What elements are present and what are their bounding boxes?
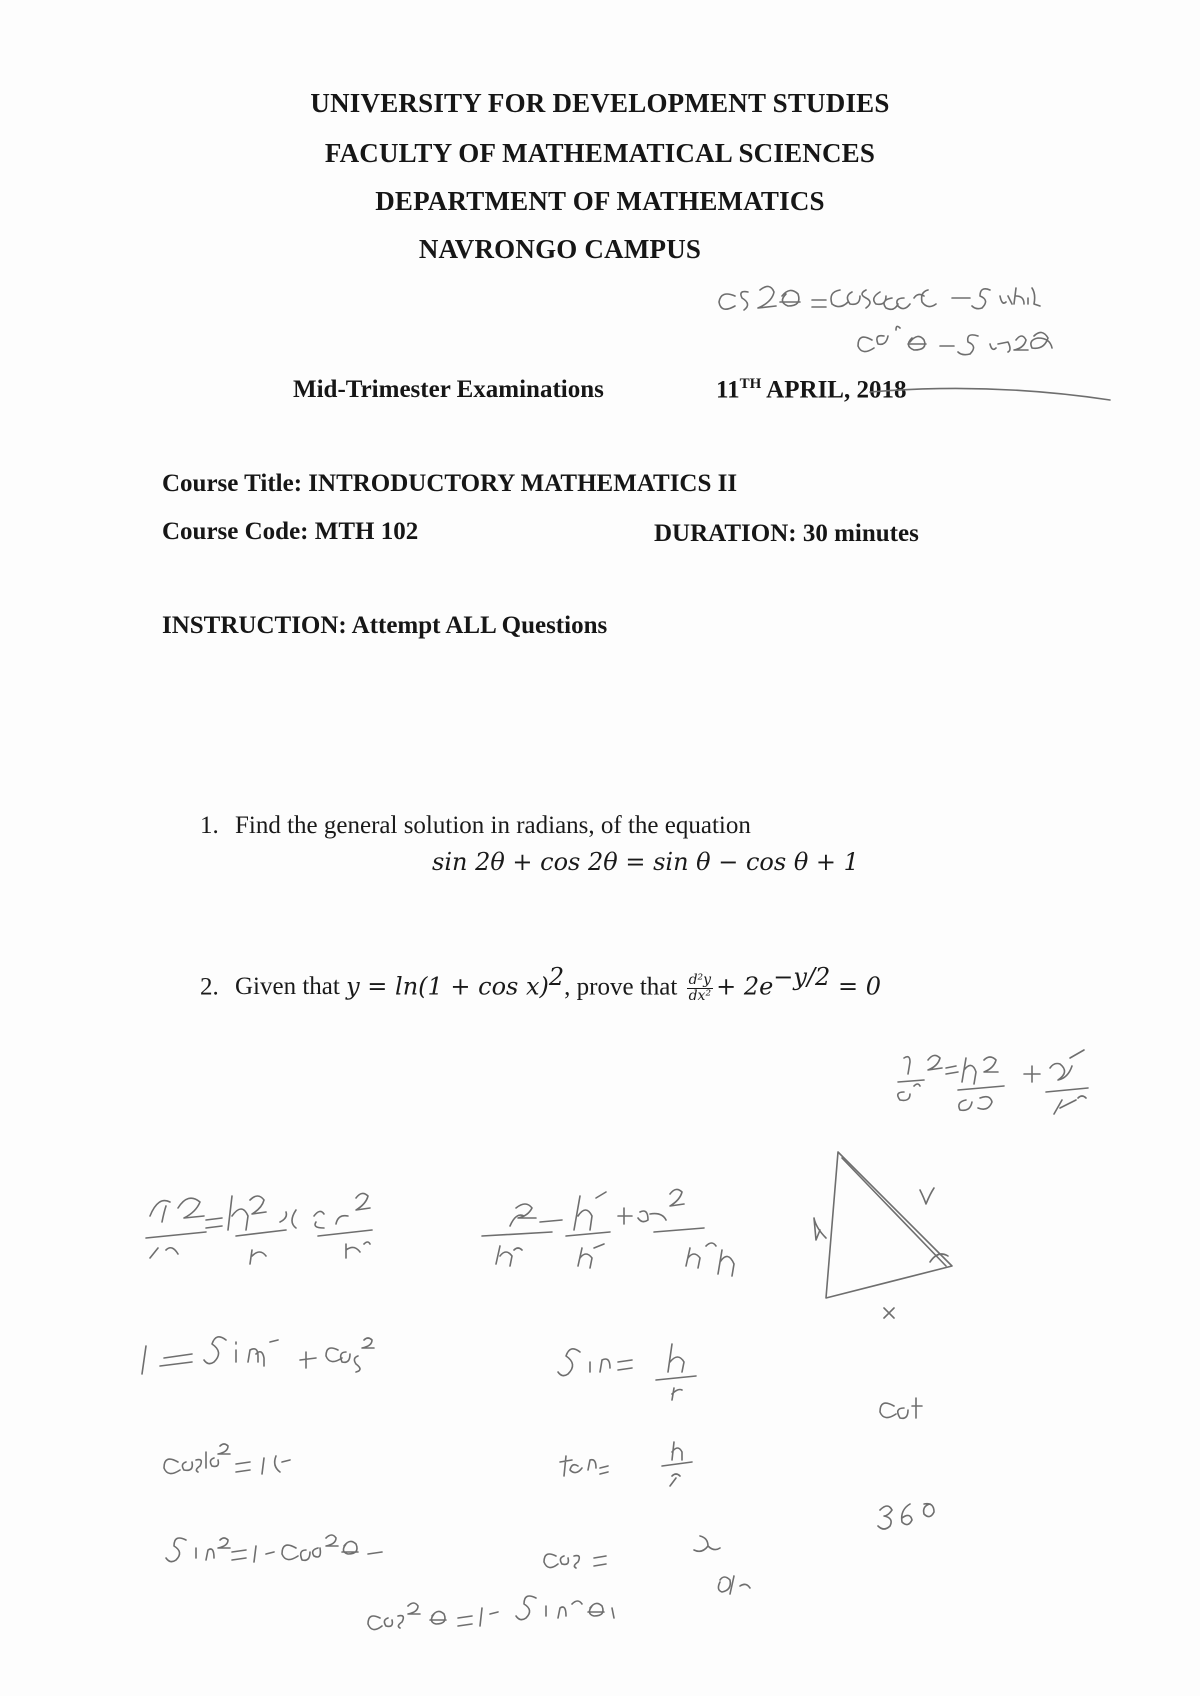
question-2-text-before: Given that — [235, 973, 347, 1001]
scribble-identity — [142, 1337, 374, 1374]
scribble-top-right-fractions — [898, 1050, 1088, 1114]
duration-value: 30 minutes — [796, 520, 919, 547]
department-name: DEPARTMENT OF MATHEMATICS — [375, 186, 825, 216]
question-2-exponent: −y/2 — [773, 963, 831, 991]
exam-type: Mid-Trimester Examinations — [293, 376, 604, 403]
question-2-expression-power: 2 — [548, 963, 565, 991]
question-2-expression-tail: + 2e — [716, 972, 774, 1001]
exam-date-rest: APRIL, 2018 — [761, 376, 907, 404]
question-1-equation: sin 2θ + cos 2θ = sin θ − cos θ + 1 — [432, 848, 859, 876]
scribble-left-fractions — [146, 1193, 372, 1264]
second-derivative-fraction — [687, 973, 713, 1003]
question-2-expression: y = ln(1 + cos x) — [346, 972, 549, 1001]
triangle-sketch — [814, 1152, 952, 1318]
course-code-label: Course Code: — [162, 518, 309, 545]
exam-date-suffix: TH — [739, 376, 762, 392]
campus-name: NAVRONGO CAMPUS — [418, 234, 702, 264]
scribble-360 — [878, 1504, 934, 1529]
scribble-middle-fractions — [482, 1189, 734, 1276]
exam-date — [716, 376, 906, 404]
question-1 — [200, 812, 751, 840]
faculty-name: FACULTY OF MATHEMATICAL SCIENCES — [324, 138, 876, 168]
scribble-cos-squared-theta — [368, 1596, 614, 1630]
question-2-number: 2. — [200, 973, 219, 1001]
scribble-sin-squared — [166, 1535, 382, 1562]
question-2-text-mid: , prove that — [564, 973, 684, 1001]
instruction — [162, 612, 607, 640]
instruction-label: INSTRUCTION: — [162, 612, 347, 639]
duration-label: DURATION: — [654, 520, 797, 547]
university-name: UNIVERSITY FOR DEVELOPMENT STUDIES — [310, 88, 890, 118]
scribble-sin-theta-tail — [718, 1576, 750, 1594]
scribble-cos2theta — [719, 286, 1040, 310]
derivative-denominator: dx² — [688, 988, 712, 1005]
question-1-number: 1. — [200, 812, 219, 839]
scribble-tan-ratio — [560, 1442, 692, 1486]
question-1-text: Find the general solution in radians, of the equation — [235, 812, 751, 839]
course-code-value: MTH 102 — [308, 518, 419, 545]
question-2-expression-end: = 0 — [830, 972, 881, 1001]
question-2 — [200, 963, 881, 1004]
scribble-cot — [880, 1398, 922, 1418]
duration — [654, 520, 919, 548]
course-title-value: INTRODUCTORY MATHEMATICS II — [302, 470, 738, 497]
course-title — [162, 470, 737, 498]
scribble-cos-ratio — [544, 1536, 720, 1568]
scribble-cos-squared — [164, 1444, 290, 1474]
instruction-value: Attempt ALL Questions — [346, 612, 608, 639]
exam-date-day: 11 — [716, 376, 740, 404]
scribble-sin-ratio — [558, 1344, 696, 1400]
derivative-numerator: d²y — [688, 972, 712, 989]
course-title-label: Course Title: — [162, 470, 303, 497]
course-code — [162, 518, 418, 546]
